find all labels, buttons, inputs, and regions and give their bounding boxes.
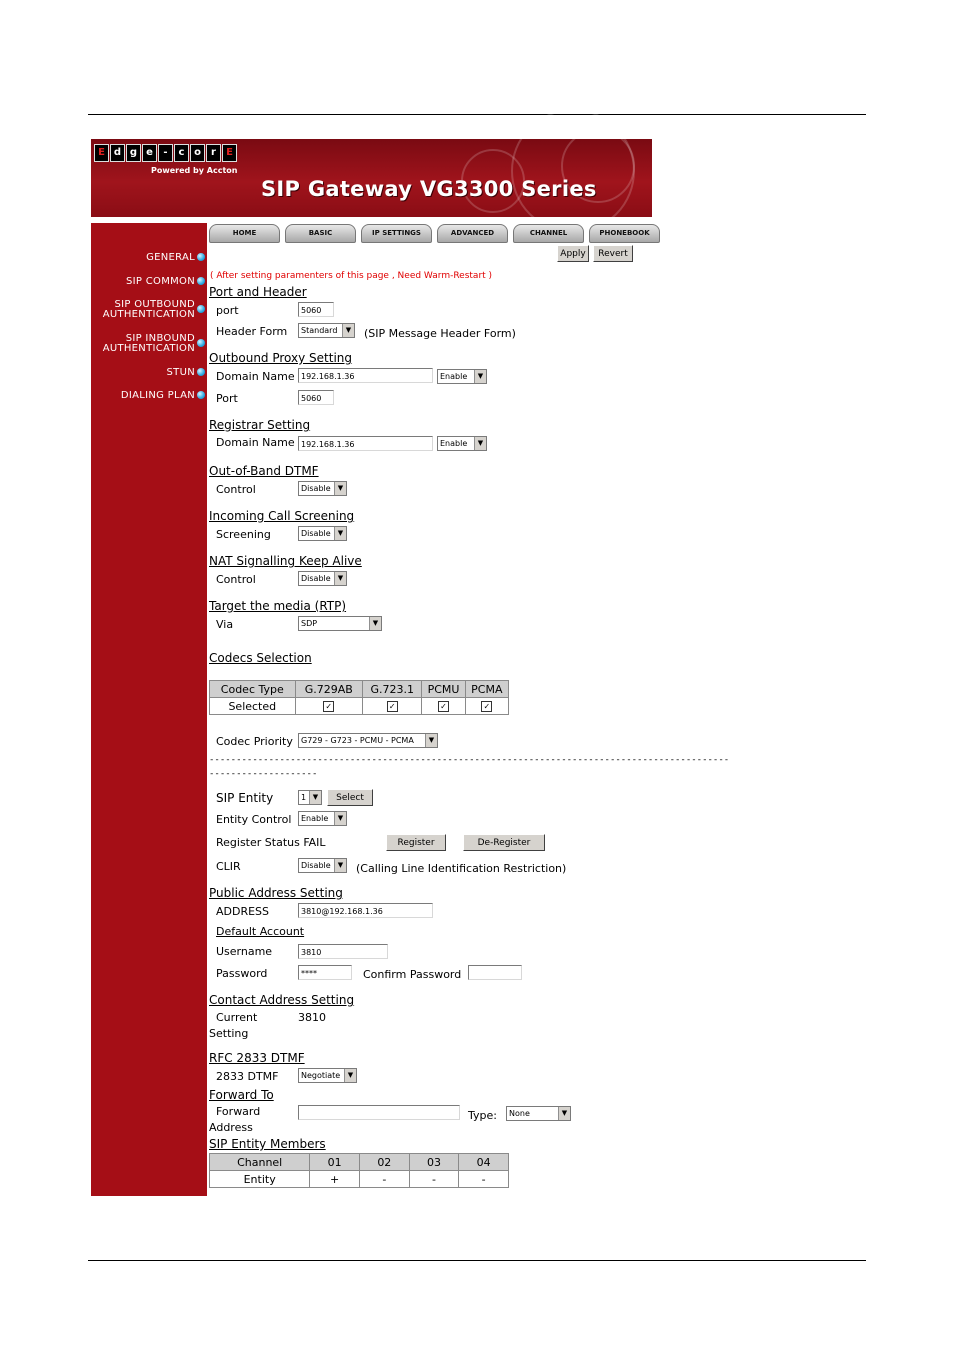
table-row: Entity + - - - xyxy=(210,1171,509,1188)
clir-label: CLIR xyxy=(216,860,241,873)
section-oob-dtmf: Out-of-Band DTMF xyxy=(209,464,319,478)
tab-basic[interactable]: BASIC xyxy=(285,224,356,243)
register-status-text: Register Status FAIL xyxy=(216,836,326,849)
web-ui-screenshot xyxy=(91,139,730,1196)
proxy-enable-select[interactable]: Enable ▼ xyxy=(437,369,487,384)
screening-label: Screening xyxy=(216,528,271,541)
codec-pcma-checkbox[interactable]: ✓ xyxy=(481,701,492,712)
tab-home[interactable]: HOME xyxy=(209,224,280,243)
sidebar-item-sip-outbound-authentication[interactable]: SIP OUTBOUND AUTHENTICATION xyxy=(103,300,195,320)
registrar-domain-label: Domain Name xyxy=(216,436,295,449)
clir-note: (Calling Line Identification Restriction) xyxy=(356,862,567,875)
section-registrar: Registrar Setting xyxy=(209,418,311,432)
clir-select[interactable]: Disable ▼ xyxy=(298,858,347,873)
oob-control-select[interactable]: Disable ▼ xyxy=(298,481,347,496)
dropdown-arrow-icon: ▼ xyxy=(425,734,437,747)
warm-restart-warning: ( After setting paramenters of this page , Need Warm-Restart ) xyxy=(210,271,493,281)
oob-control-label: Control xyxy=(216,483,256,496)
sidebar-item-dialing-plan[interactable]: DIALING PLAN xyxy=(121,391,195,401)
sip-entity-label: SIP Entity xyxy=(216,791,274,805)
section-rtp-target: Target the media (RTP) xyxy=(209,599,347,613)
screening-select[interactable]: Disable ▼ xyxy=(298,526,347,541)
sidebar-item-general[interactable]: GENERAL xyxy=(146,253,195,263)
section-contact-address: Contact Address Setting xyxy=(209,993,355,1007)
sidebar-item-sip-inbound-authentication[interactable]: SIP INBOUND AUTHENTICATION xyxy=(103,334,195,354)
dropdown-arrow-icon: ▼ xyxy=(344,1069,356,1082)
username-input[interactable]: 3810 xyxy=(298,944,388,959)
entity-members-table xyxy=(209,1153,509,1188)
forward-address-label: Address xyxy=(209,1121,253,1134)
codec-g729ab-checkbox[interactable]: ✓ xyxy=(323,701,334,712)
contact-address-value: 3810 xyxy=(298,1011,326,1024)
dropdown-arrow-icon: ▼ xyxy=(334,859,346,872)
forward-label: Forward xyxy=(216,1105,261,1118)
bottom-rule xyxy=(88,1260,866,1261)
separator-line: -------------------- xyxy=(209,769,318,779)
header-form-note: (SIP Message Header Form) xyxy=(364,327,516,340)
bullet-icon xyxy=(197,253,205,261)
tab-channel[interactable]: CHANNEL xyxy=(513,224,584,243)
section-outbound-proxy: Outbound Proxy Setting xyxy=(209,351,353,365)
product-title: SIP Gateway VG3300 Series xyxy=(261,177,597,201)
section-entity-members: SIP Entity Members xyxy=(209,1137,326,1151)
dtmf-2833-select[interactable]: Negotiate ▼ xyxy=(298,1068,357,1083)
edgecore-logo: E d g e - c o r E xyxy=(94,144,237,162)
tab-advanced[interactable]: ADVANCED xyxy=(437,224,508,243)
default-account-link[interactable]: Default Account xyxy=(216,925,305,938)
dtmf-2833-label: 2833 DTMF xyxy=(216,1070,279,1083)
nat-control-select[interactable]: Disable ▼ xyxy=(298,571,347,586)
codecs-table xyxy=(209,680,509,715)
password-label: Password xyxy=(216,967,268,980)
section-nat-keepalive: NAT Signalling Keep Alive xyxy=(209,554,362,568)
bullet-icon xyxy=(197,305,205,313)
revert-button[interactable]: Revert xyxy=(593,245,633,262)
sip-entity-select[interactable]: 1 ▼ xyxy=(298,790,322,805)
dropdown-arrow-icon: ▼ xyxy=(474,370,486,383)
codec-pcmu-checkbox[interactable]: ✓ xyxy=(438,701,449,712)
codec-priority-select[interactable]: G729 - G723 - PCMU - PCMA ▼ xyxy=(298,733,438,748)
dropdown-arrow-icon: ▼ xyxy=(334,812,346,825)
dropdown-arrow-icon: ▼ xyxy=(474,437,486,450)
apply-button[interactable]: Apply xyxy=(557,245,589,262)
bullet-icon xyxy=(197,277,205,285)
forward-address-input[interactable] xyxy=(298,1105,460,1120)
section-forward-to: Forward To xyxy=(209,1088,274,1102)
section-call-screening: Incoming Call Screening xyxy=(209,509,355,523)
table-row: Channel 01 02 03 04 xyxy=(210,1154,509,1171)
rtp-via-label: Via xyxy=(216,618,234,631)
header-banner xyxy=(91,139,652,217)
port-label: port xyxy=(216,304,239,317)
dropdown-arrow-icon: ▼ xyxy=(558,1107,570,1120)
proxy-domain-label: Domain Name xyxy=(216,370,295,383)
codec-priority-label: Codec Priority xyxy=(216,735,293,748)
dropdown-arrow-icon: ▼ xyxy=(334,572,346,585)
proxy-port-input[interactable]: 5060 xyxy=(298,390,334,405)
codec-g7231-checkbox[interactable]: ✓ xyxy=(387,701,398,712)
confirm-password-label: Confirm Password xyxy=(363,968,462,981)
top-nav-tabs xyxy=(209,224,660,242)
deregister-button[interactable]: De-Register xyxy=(463,834,545,851)
dropdown-arrow-icon: ▼ xyxy=(342,324,354,337)
header-form-label: Header Form xyxy=(216,325,288,338)
separator-line: ------------------------------------------------------------------------------------------------ xyxy=(209,755,730,765)
username-label: Username xyxy=(216,945,273,958)
registrar-enable-select[interactable]: Enable ▼ xyxy=(437,436,487,451)
tab-phonebook[interactable]: PHONEBOOK xyxy=(589,224,660,243)
select-entity-button[interactable]: Select xyxy=(327,789,373,806)
sidebar xyxy=(91,223,207,1196)
port-input[interactable]: 5060 xyxy=(298,302,334,317)
bullet-icon xyxy=(197,391,205,399)
bullet-icon xyxy=(197,368,205,376)
dropdown-arrow-icon: ▼ xyxy=(334,482,346,495)
table-row: Selected ✓ ✓ ✓ ✓ xyxy=(210,698,509,715)
entity-control-label: Entity Control xyxy=(216,813,292,826)
registrar-domain-input[interactable]: 192.168.1.36 xyxy=(298,436,433,451)
setting-label: Setting xyxy=(209,1027,249,1040)
section-public-address: Public Address Setting xyxy=(209,886,343,900)
top-rule xyxy=(88,114,866,115)
nat-control-label: Control xyxy=(216,573,256,586)
forward-type-label: Type: xyxy=(468,1109,497,1122)
address-label: ADDRESS xyxy=(216,905,270,918)
tab-ip-settings[interactable]: IP SETTINGS xyxy=(361,224,432,243)
register-button[interactable]: Register xyxy=(386,834,446,851)
sidebar-item-stun[interactable]: STUN xyxy=(167,368,195,378)
address-input[interactable]: 3810@192.168.1.36 xyxy=(298,903,433,918)
powered-by-text: Powered by Accton xyxy=(151,166,238,175)
current-label: Current xyxy=(216,1011,258,1024)
confirm-password-input[interactable] xyxy=(468,965,522,980)
forward-type-select[interactable]: None ▼ xyxy=(506,1106,571,1121)
dropdown-arrow-icon: ▼ xyxy=(334,527,346,540)
header-form-select[interactable]: Standard ▼ xyxy=(298,323,355,338)
entity-control-select[interactable]: Enable ▼ xyxy=(298,811,347,826)
password-input[interactable]: **** xyxy=(298,965,352,980)
dropdown-arrow-icon: ▼ xyxy=(309,791,321,804)
sidebar-item-sip-common[interactable]: SIP COMMON xyxy=(126,277,195,287)
proxy-domain-input[interactable]: 192.168.1.36 xyxy=(298,368,433,383)
rtp-via-select[interactable]: SDP ▼ xyxy=(298,616,382,631)
dropdown-arrow-icon: ▼ xyxy=(369,617,381,630)
table-row: Codec Type G.729AB G.723.1 PCMU PCMA xyxy=(210,681,509,698)
proxy-port-label: Port xyxy=(216,392,238,405)
section-port-header: Port and Header xyxy=(209,285,307,299)
section-rfc2833: RFC 2833 DTMF xyxy=(209,1051,305,1065)
section-codecs: Codecs Selection xyxy=(209,651,312,665)
bullet-icon xyxy=(197,339,205,347)
